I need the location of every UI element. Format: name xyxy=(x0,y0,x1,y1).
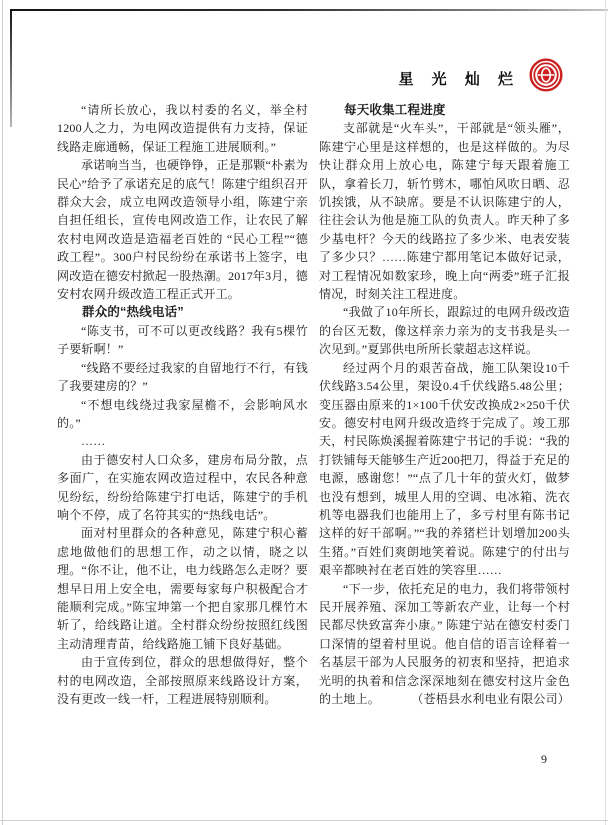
section-heading: 群众的“热线电话” xyxy=(82,305,184,320)
paragraph: “陈支书，可不可以更改线路？我有5棵竹子要斩啊！” xyxy=(57,323,308,357)
paragraph: 支部就是“火车头”，干部就是“领头雁”，陈建宁心里是这样想的，也是这样做的。为尽快让群众用上放心电，陈建宁每天跟着施工队，拿着长刀，斩竹劈木，哪怕风吹日晒、忍饥挨饿，从不缺席。要是不认识陈建宁的人，往往会认为他是施工队的负责人。昨天种了多少基电杆？今天的线路拉了多少米、电表安装了多少只？……陈建宁都用笔记本做好记录，对工程情况如数家珍，晚上向“两委”班子汇报情况，时刻关注工程进度。 xyxy=(319,121,570,302)
scan-edge-right-faint xyxy=(605,0,606,825)
page-header xyxy=(398,58,563,92)
left-column xyxy=(57,101,308,708)
paragraph: “线路不要经过我家的自留地行不行，有钱了我要建房的？” xyxy=(57,360,308,394)
right-column xyxy=(319,101,570,708)
paragraph: “下一步，依托充足的电力，我们将带领村民开展养殖、深加工等新农产业，让每一个村民都尽快致富奔小康。” 陈建宁站在德安村委门口深情的望着村里说。他自信的语言诠释着一名基层干部为人民服务的初衷和坚持，把追求光明的执着和信念深深地刻在德安村这片金色的土地上。 （苍梧县水利电业有限公司） xyxy=(319,580,570,709)
article-body xyxy=(57,101,570,708)
paragraph: 面对村里群众的各种意见，陈建宁积心蓄虑地做他们的思想工作，动之以情，晓之以理。“你不让，他不让，电力线路怎么走呀？要想早日用上安全电，需要每家每户积极配合才能顺利完成。”陈宝坤第一个把自家那几棵竹木斩了，给线路让道。全村群众纷纷按照红线图主动清理青苗，给线路施工铺下良好基础。 xyxy=(57,526,308,651)
paragraph: “我做了10年所长，跟踪过的电网升级改造的台区无数，像这样亲力亲为的支书我是头一次见到。”夏郢供电所所长蒙超志这样说。 xyxy=(319,305,570,357)
page-number: 9 xyxy=(541,752,547,766)
paragraph: “请所长放心，我以村委的名义，举全村1200人之力，为电网改造提供有力支持，保证线路走廊通畅，保证工程施工进展顺利。” xyxy=(57,103,308,154)
scan-edge-left xyxy=(10,9,12,127)
scan-edge-bottom-faint xyxy=(0,820,608,821)
paragraph: “不想电线绕过我家屋檐不，会影响风水的。” xyxy=(57,397,308,430)
paragraph: …… xyxy=(81,434,106,449)
page-title: 星 光 灿 烂 xyxy=(398,70,520,88)
paragraph: 由于宣传到位，群众的思想做得好，整个村的电网改造，全部按照原来线路设计方案，没有更改一线一杆，工程进展特别顺利。 xyxy=(57,655,308,706)
scan-edge-left-faint xyxy=(2,0,3,825)
paragraph: 由于德安村人口众多，建房布局分散，点多面广，在实施农网改造过程中，农民各种意见纷纭，纷纷给陈建宁打电话，陈建宁的手机响个不停，成了名符其实的“热线电话”。 xyxy=(57,452,308,522)
trade-union-logo-icon xyxy=(529,58,563,92)
paragraph: 承诺响当当，也硬铮铮，正是那颗“朴素为民心”给予了承诺充足的底气！陈建宁组织召开群众大会，成立电网改造领导小组，陈建宁亲自担任组长，宣传电网改造工作，让农民了解农村电网改造是造福老百姓的 “民心工程”“德政工程”。300户村民纷纷在承诺书上签字，电网改造在德安村掀起一股热潮。2017年3月，德安村农网升级改造工程正式开工。 xyxy=(57,158,308,302)
scan-edge-top xyxy=(10,9,608,11)
paragraph: 经过两个月的艰苦奋战，施工队架设10千伏线路3.54公里，架设0.4千伏线路5.48公里；变压器由原来的1×100千伏安改换成2×250千伏安。德安村电网升级改造终于完成了。竣工那天，村民陈焕溪握着陈建宁书记的手说：“我的打铁铺每天能够生产近200把刀，得益于充足的电源，感谢您！”“点了几十年的萤火灯，做梦也没有想到，城里人用的空调、电冰箱、洗衣机等电器我们也能用上了，多亏村里有陈书记这样的好干部啊。”“我的养猪栏计划增加200头生猪。”百姓们爽朗地笑着说。陈建宁的付出与艰辛都映衬在老百姓的笑容里…… xyxy=(319,360,570,578)
attribution: （苍梧县水利电业有限公司） xyxy=(411,692,570,706)
section-heading: 每天收集工程进度 xyxy=(344,103,446,117)
